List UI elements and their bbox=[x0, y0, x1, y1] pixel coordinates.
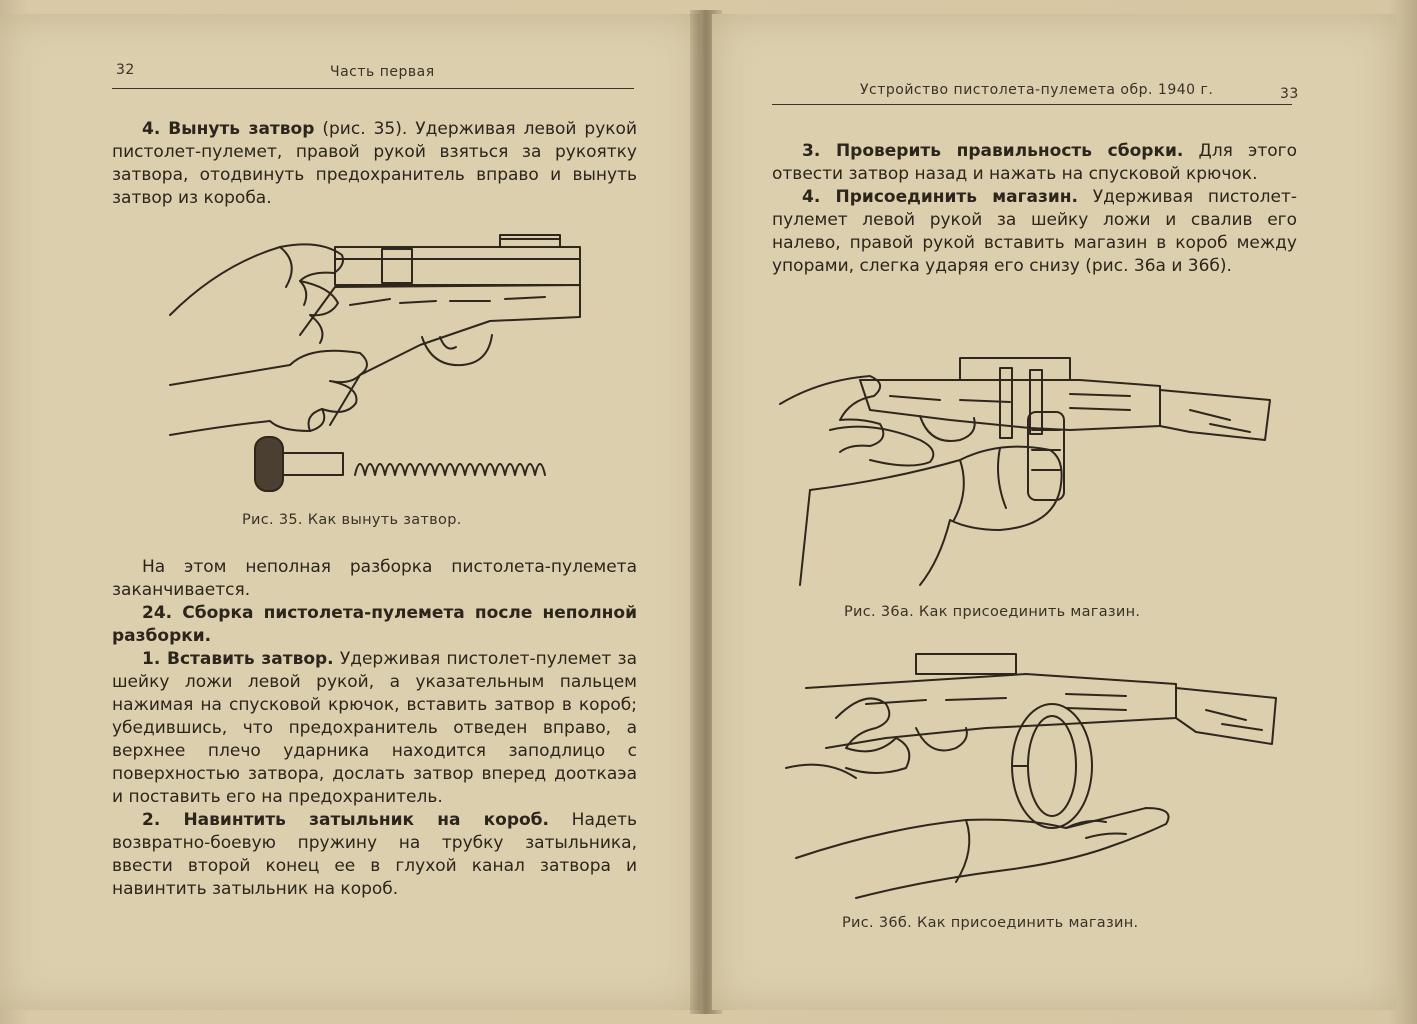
fig36b-caption: Рис. 36б. Как присоединить магазин. bbox=[842, 915, 1139, 931]
fig35-bolt-body bbox=[283, 453, 343, 475]
step2-title: 2. Навинтить затыльник на короб. bbox=[142, 810, 549, 830]
step3-text: Для этого отвести затвор назад и нажать на спусковой крючок. bbox=[772, 141, 1298, 184]
fig36a-receiver bbox=[960, 358, 1070, 380]
left-running-head: Часть первая bbox=[330, 64, 435, 80]
figure-36b-illustration bbox=[766, 648, 1286, 908]
step2-text: Надеть возвратно-боевую пружину на трубку затыльника, ввести второй конец ее в глухой канал затвора и навинтить затыльник на короб. bbox=[112, 810, 637, 899]
para1-title: Вынуть затвор bbox=[168, 119, 315, 139]
left-para-remove-bolt bbox=[112, 118, 637, 210]
fig36b-receiver bbox=[916, 654, 1016, 674]
right-running-head: Устройство пистолета-пулемета обр. 1940 г. bbox=[860, 82, 1214, 98]
fig35-spring bbox=[355, 464, 545, 475]
fig35-bolt-knob bbox=[255, 437, 283, 491]
figure-36a-illustration bbox=[770, 340, 1280, 590]
fig36b-stock bbox=[806, 674, 1176, 748]
fig35-caption: Рис. 35. Как вынуть затвор. bbox=[242, 512, 462, 528]
step3-title: 3. Проверить правильность сборки. bbox=[802, 141, 1184, 161]
step4-text: Удерживая пистолет-пулемет левой рукой за шейку ложи и свалив его налево, правой рукой вставить магазин в короб между упорами, слегка ударяя его снизу (рис. 36а и 36б). bbox=[772, 187, 1298, 276]
para1-num: 4. bbox=[142, 119, 161, 139]
step1-text: Удерживая пистолет-пулемет за шейку ложи левой рукой, а указательным пальцем нажимая на спусковой крючок, вставить затвор в короб; убедившись, что предохранитель отведен вправо, а верхнее плечо ударника находится заподлицо с поверхностью затвора, дослать затвор вперед дооткаэа и поставить его на предохранитель. bbox=[112, 649, 637, 807]
left-body-assembly bbox=[112, 556, 637, 901]
fig35-receiver bbox=[335, 247, 580, 285]
left-page-number: 32 bbox=[116, 62, 135, 78]
fig36a-caption: Рис. 36а. Как присоединить магазин. bbox=[844, 604, 1141, 620]
fig36a-stock bbox=[860, 380, 1160, 430]
para1-text: (рис. 35). Удерживая левой рукой пистолет-пулемет, правой рукой взяться за рукоятку затвора, отодвинуть предохранитель вправо и вынуть затвор из короба. bbox=[112, 119, 637, 208]
left-header-rule bbox=[112, 88, 634, 89]
fig36a-drum-magazine bbox=[1028, 412, 1064, 500]
figure-35-illustration bbox=[160, 225, 590, 505]
para2-text: На этом неполная разборка пистолета-пулемета заканчивается. bbox=[112, 557, 637, 600]
right-header-rule bbox=[772, 104, 1292, 105]
step1-title: 1. Вставить затвор. bbox=[142, 649, 334, 669]
right-body-steps bbox=[772, 140, 1297, 278]
right-page-number: 33 bbox=[1280, 86, 1299, 102]
section-24-title: 24. Сборка пистолета-пулемета после неполной разборки. bbox=[112, 603, 637, 646]
step4-title: 4. Присоединить магазин. bbox=[802, 187, 1078, 207]
